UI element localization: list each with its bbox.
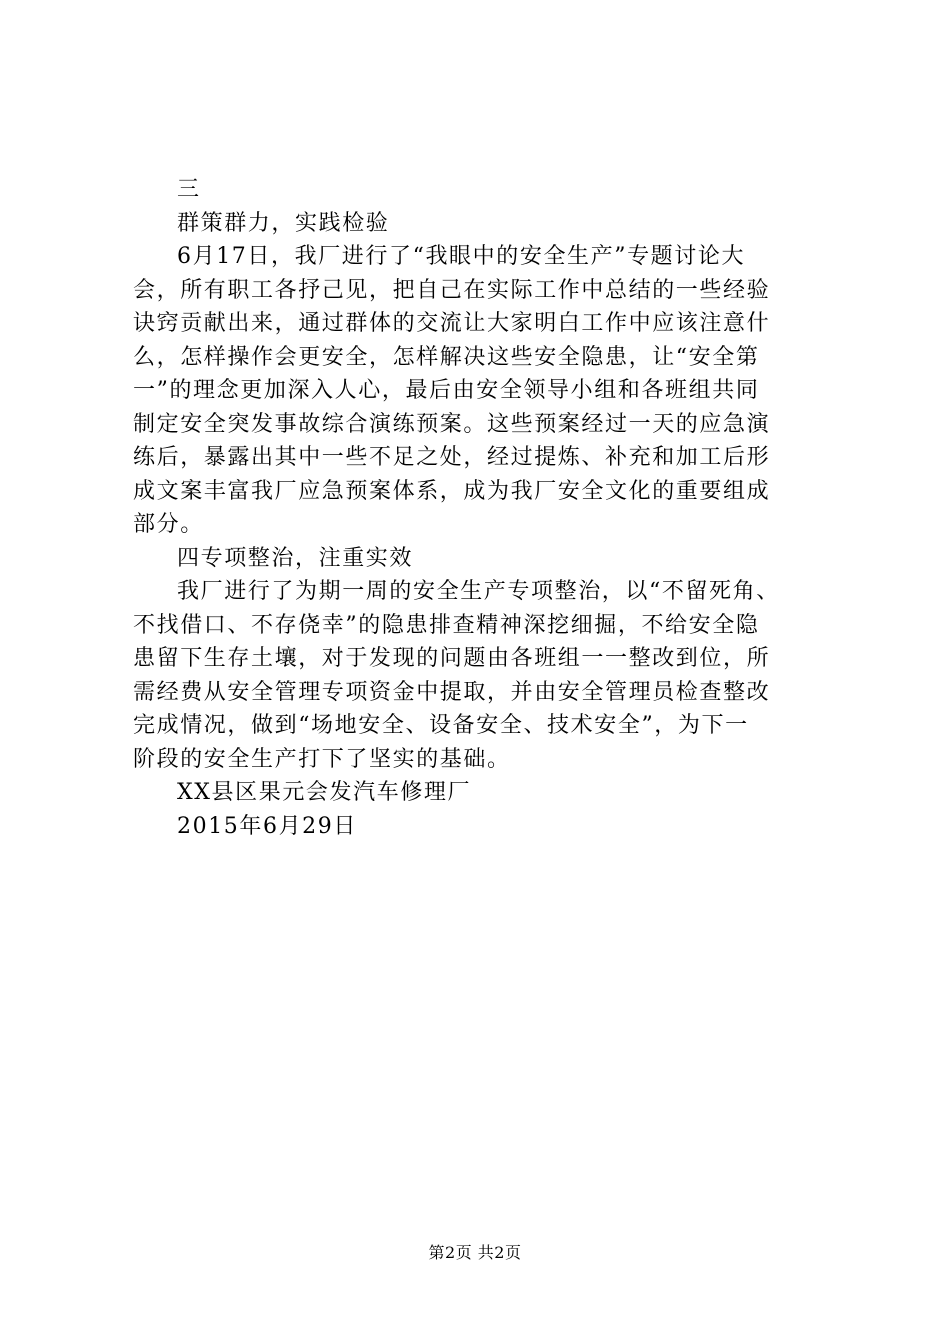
paragraph-line: 阶段的安全生产打下了坚实的基础。 [133,746,511,772]
paragraph-line: 患留下生存土壤，对于发现的问题由各班组一一整改到位，所 [133,646,771,671]
paragraph-line: 一”的理念更加深入人心，最后由安全领导小组和各班组共同 [133,378,760,403]
paragraph-line: 不找借口、不存侥幸”的隐患排查精神深挖细掘，不给安全隐 [133,612,760,638]
section-four-heading: 四专项整治，注重实效 [177,545,414,571]
paragraph-line: 练后，暴露出其中一些不足之处，经过提炼、补充和加工后形 [133,445,771,470]
paragraph-line: 需经费从安全管理专项资金中提取，并由安全管理员检查整改 [133,679,771,705]
paragraph-line: 完成情况，做到“场地安全、设备安全、技术安全”，为下一 [133,713,749,738]
document-body [133,173,833,843]
signature-organization: XX县区果元会发汽车修理厂 [177,780,472,805]
paragraph-line: 诀窍贡献出来，通过群体的交流让大家明白工作中应该注意什 [133,311,771,336]
paragraph-line: 成文案丰富我厂应急预案体系，成为我厂安全文化的重要组成 [133,478,771,504]
section-three-number: 三 [177,177,201,202]
section-three-heading: 群策群力，实践检验 [177,210,390,236]
signature-date: 2015年6月29日 [177,813,357,839]
paragraph-line: 么，怎样操作会更安全，怎样解决这些安全隐患，让“安全第 [133,344,760,370]
paragraph-line: 6月17日，我厂进行了“我眼中的安全生产”专题讨论大 [177,244,746,269]
paragraph-line: 制定安全突发事故综合演练预案。这些预案经过一天的应急演 [133,411,771,437]
page-number-footer: 第2页 共2页 [428,1243,522,1262]
paragraph-line: 会，所有职工各抒己见，把自己在实际工作中总结的一些经验 [133,277,771,303]
paragraph-line: 部分。 [133,512,204,537]
paragraph-line: 我厂进行了为期一周的安全生产专项整治，以“不留死角、 [177,579,780,604]
